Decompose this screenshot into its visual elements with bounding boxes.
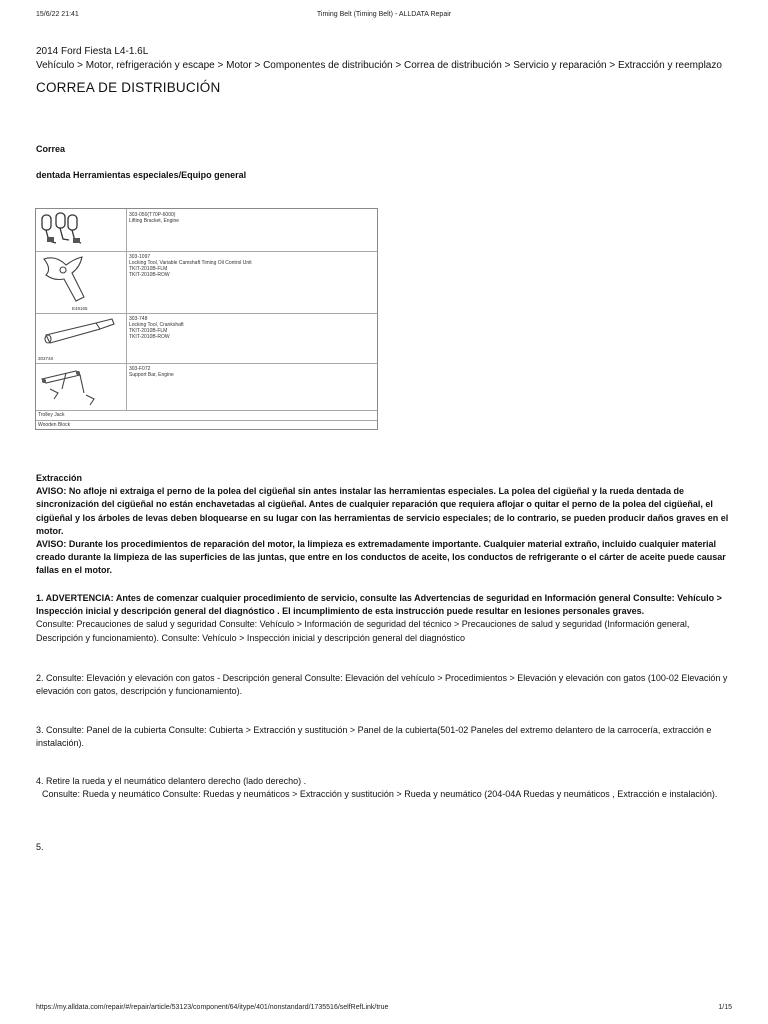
print-page-number: 1/15 xyxy=(718,1004,732,1011)
tool-4-code: 303-F072 xyxy=(129,366,151,372)
tool-3-ref: 303748 xyxy=(38,356,54,361)
breadcrumb[interactable]: Vehículo > Motor, refrigeración y escape > Motor > Componentes de distribución > Correa de distribución > Servicio y reparación > Extracción y reemplazo xyxy=(36,60,722,71)
step-1 xyxy=(36,592,730,645)
print-url: https://my.alldata.com/repair/#/repair/article/53123/component/64/itype/401/nonstandard/1735516/selfRefLink/true xyxy=(36,1004,389,1011)
tool-3-desc: Locking Tool, Crankshaft xyxy=(129,322,184,328)
notice-crankshaft: AVISO: No afloje ni extraiga el perno de la polea del cigüeñal sin antes instalar las herramientas especiales. La polea del cigüeñal y la rueda dentada de sincronización del cigüeñal no están enchavetadas al cigüeñal. Antes de cualquier reparación que requiera aflojar o quitar el perno de la polea del cigüeñal, el cigüeñal y los árboles de levas deben bloquearse en su lugar con las herramientas de servicio especiales; de lo contrario, se pueden producir daños graves en el motor. xyxy=(36,486,729,536)
tool-1-desc: Lifting Bracket, Engine xyxy=(129,218,180,224)
step-3 xyxy=(36,724,730,750)
print-datetime: 15/6/22 21:41 xyxy=(36,11,79,18)
print-document-title: Timing Belt (Timing Belt) - ALLDATA Repair xyxy=(316,11,452,18)
step-5 xyxy=(36,841,730,854)
tool-row xyxy=(36,251,377,314)
step-1-warning: 1. ADVERTENCIA: Antes de comenzar cualquier procedimiento de servicio, consulte las Advertencias de seguridad en Información general Consulte: Vehículo > Inspección inicial y descripción general del diagnóstico . El incumplimiento de esta instrucción puede resultar en lesiones personales graves. xyxy=(36,593,722,617)
page-title: CORREA DE DISTRIBUCIÓN xyxy=(36,80,221,95)
tool-row xyxy=(36,209,377,252)
special-tools-table xyxy=(35,208,378,430)
lifting-bracket-image xyxy=(36,209,127,251)
step-3-text: 3. Consulte: Panel de la cubierta Consulte: Cubierta > Extracción y sustitución > Panel de la cubierta(501-02 Paneles del extremo delantero de la carrocería, extracción e instalación). xyxy=(36,725,712,749)
tool-1-code: 303-050(T70P-6000) xyxy=(129,212,176,218)
removal-section xyxy=(36,472,730,578)
tool-2-kit-row: TKIT-2010B-ROW xyxy=(129,272,170,278)
tool-2-desc: Locking Tool, Variable Camshaft Timing Oil Control Unit xyxy=(129,260,252,266)
tool-2-kit-flm: TKIT-2010B-FLM xyxy=(129,266,168,272)
step-4 xyxy=(36,775,730,801)
step-4-line1: 4. Retire la rueda y el neumático delantero derecho (lado derecho) . xyxy=(36,776,307,786)
tool-3-kit-row: TKIT-2010B-ROW xyxy=(129,334,170,340)
equipment-wooden-block: Wooden Block xyxy=(38,422,71,428)
vehicle-title: 2014 Ford Fiesta L4-1.6L xyxy=(36,46,149,57)
crankshaft-locking-tool-image xyxy=(36,313,127,363)
tool-4-text xyxy=(129,366,174,378)
tool-4-desc: Support Bar, Engine xyxy=(129,372,174,378)
tool-3-code: 303-748 xyxy=(129,316,148,322)
section-correa: Correa xyxy=(36,144,66,154)
tool-row xyxy=(36,313,377,364)
tool-2-ref: E49165 xyxy=(72,306,88,311)
vct-locking-tool-image xyxy=(36,251,127,313)
tool-1-text xyxy=(129,212,179,224)
step-1-consult: Consulte: Precauciones de salud y seguridad Consulte: Vehículo > Información de seguridad del técnico > Precauciones de salud y seguridad (Información general, Descripción y funcionamiento). Consulte: Vehículo > Inspección inicial y descripción general del diagnóstico xyxy=(36,619,690,643)
tool-row xyxy=(36,363,377,411)
equipment-row xyxy=(36,420,377,430)
tool-2-code: 303-1097 xyxy=(129,254,151,260)
tool-3-text xyxy=(129,316,184,340)
step-2 xyxy=(36,672,730,698)
removal-heading: Extracción xyxy=(36,473,83,483)
step-2-text: 2. Consulte: Elevación y elevación con gatos - Descripción general Consulte: Elevación del vehículo > Procedimientos > Elevación y elevación con gatos (100-02 Elevación y elevación con gatos, descripción y funcionamiento). xyxy=(36,673,728,697)
tool-3-kit-flm: TKIT-2010B-FLM xyxy=(129,328,168,334)
step-5-text: 5. xyxy=(36,842,44,852)
equipment-trolley-jack: Trolley Jack xyxy=(38,412,65,418)
engine-support-bar-image xyxy=(36,363,127,410)
notice-cleanliness: AVISO: Durante los procedimientos de reparación del motor, la limpieza es extremadamente importante. Cualquier material extraño, incluido cualquier material creado durante la limpieza de las superficies de las juntas, que entre en los conductos de aceite, los conductos de refrigerante o el cárter de aceite puede causar fallas en el motor. xyxy=(36,539,726,576)
step-4-line2: Consulte: Rueda y neumático Consulte: Ruedas y neumáticos > Extracción y sustitución > Rueda y neumático (204-04A Ruedas y neumáticos , Extracción e instalación). xyxy=(42,789,718,800)
tool-2-text xyxy=(129,254,252,278)
tools-heading: dentada Herramientas especiales/Equipo general xyxy=(36,170,247,180)
